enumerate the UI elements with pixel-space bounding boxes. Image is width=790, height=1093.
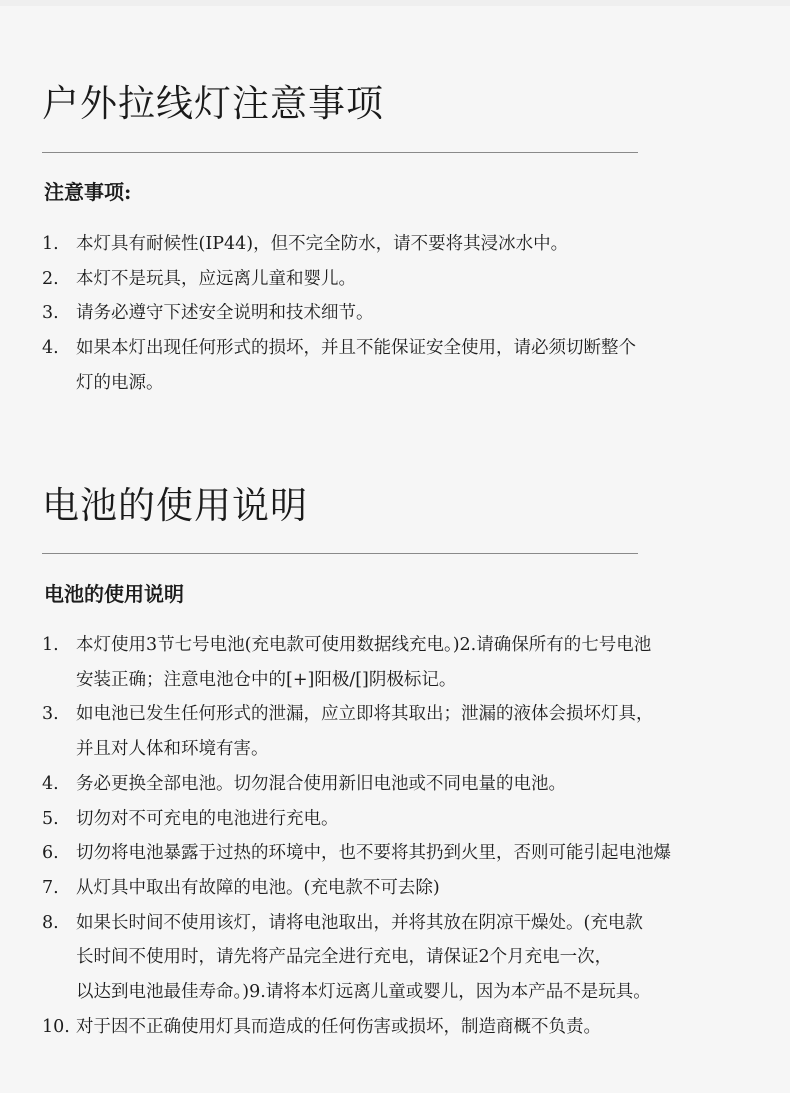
item-number: 10.	[42, 1016, 70, 1037]
list-item	[0, 836, 671, 871]
item-text: 务必更换全部电池。切勿混合使用新旧电池或不同电量的电池。	[76, 773, 566, 794]
item-text: 请务必遵守下述安全说明和技术细节。	[76, 303, 374, 324]
item-text: 安装正确；注意电池仓中的[+]阳极/[]阴极标记。	[76, 669, 457, 690]
item-text: 并且对人体和环境有害。	[76, 739, 269, 760]
item-number: 3.	[42, 303, 59, 324]
section-subheading: 注意事项:	[44, 180, 132, 204]
item-text: 切勿将电池暴露于过热的环境中，也不要将其扔到火里，否则可能引起电池爆	[76, 843, 671, 864]
item-number: 1.	[42, 635, 59, 655]
section-title: 户外拉线灯注意事项	[42, 82, 384, 125]
item-number: 7.	[42, 877, 59, 898]
item-number: 3.	[42, 704, 59, 725]
title-divider	[42, 553, 638, 554]
section-title: 电池的使用说明	[42, 484, 308, 527]
list-item	[0, 262, 636, 297]
item-number: 2.	[42, 268, 59, 289]
item-number: 4.	[42, 338, 59, 359]
item-text: 切勿对不可充电的电池进行充电。	[76, 808, 339, 829]
item-number: 1.	[42, 234, 59, 254]
list-item	[0, 227, 636, 262]
list-item	[0, 802, 671, 837]
list-item	[0, 628, 671, 697]
list-item	[0, 296, 636, 331]
item-text: 从灯具中取出有故障的电池。(充电款不可去除)	[76, 877, 440, 898]
item-number: 5.	[42, 808, 59, 829]
item-text: 以达到电池最佳寿命。)9.请将本灯远离儿童或婴儿，因为本产品不是玩具。	[76, 982, 651, 1003]
item-text: 本灯不是玩具，应远离儿童和婴儿。	[76, 268, 356, 289]
item-text: 灯的电源。	[76, 372, 164, 393]
list-item	[0, 331, 636, 400]
item-text: 如电池已发生任何形式的泄漏，应立即将其取出；泄漏的液体会损坏灯具，	[76, 704, 654, 725]
item-text: 长时间不使用时，请先将产品完全进行充电，请保证2个月充电一次，	[76, 947, 613, 968]
item-text: 如果本灯出现任何形式的损坏，并且不能保证安全使用，请必须切断整个	[76, 338, 636, 359]
item-text: 本灯具有耐候性(IP44)，但不完全防水，请不要将其浸冰水中。	[76, 234, 569, 254]
top-strip	[0, 0, 790, 6]
item-number: 6.	[42, 843, 59, 864]
list-item	[0, 697, 671, 766]
battery-instructions-list	[0, 628, 671, 1044]
section-subheading: 电池的使用说明	[44, 582, 184, 606]
item-number: 4.	[42, 773, 59, 794]
title-divider	[42, 152, 638, 153]
list-item	[0, 871, 671, 906]
item-text: 对于因不正确使用灯具而造成的任何伤害或损坏，制造商概不负责。	[76, 1016, 601, 1037]
item-text: 如果长时间不使用该灯，请将电池取出，并将其放在阴凉干燥处。(充电款	[76, 912, 643, 933]
list-item	[0, 767, 671, 802]
item-text: 本灯使用3节七号电池(充电款可使用数据线充电。)2.请确保所有的七号电池	[76, 635, 652, 655]
list-item	[0, 906, 671, 1010]
item-number: 8.	[42, 912, 59, 933]
precautions-list	[0, 227, 636, 401]
list-item	[0, 1010, 671, 1045]
